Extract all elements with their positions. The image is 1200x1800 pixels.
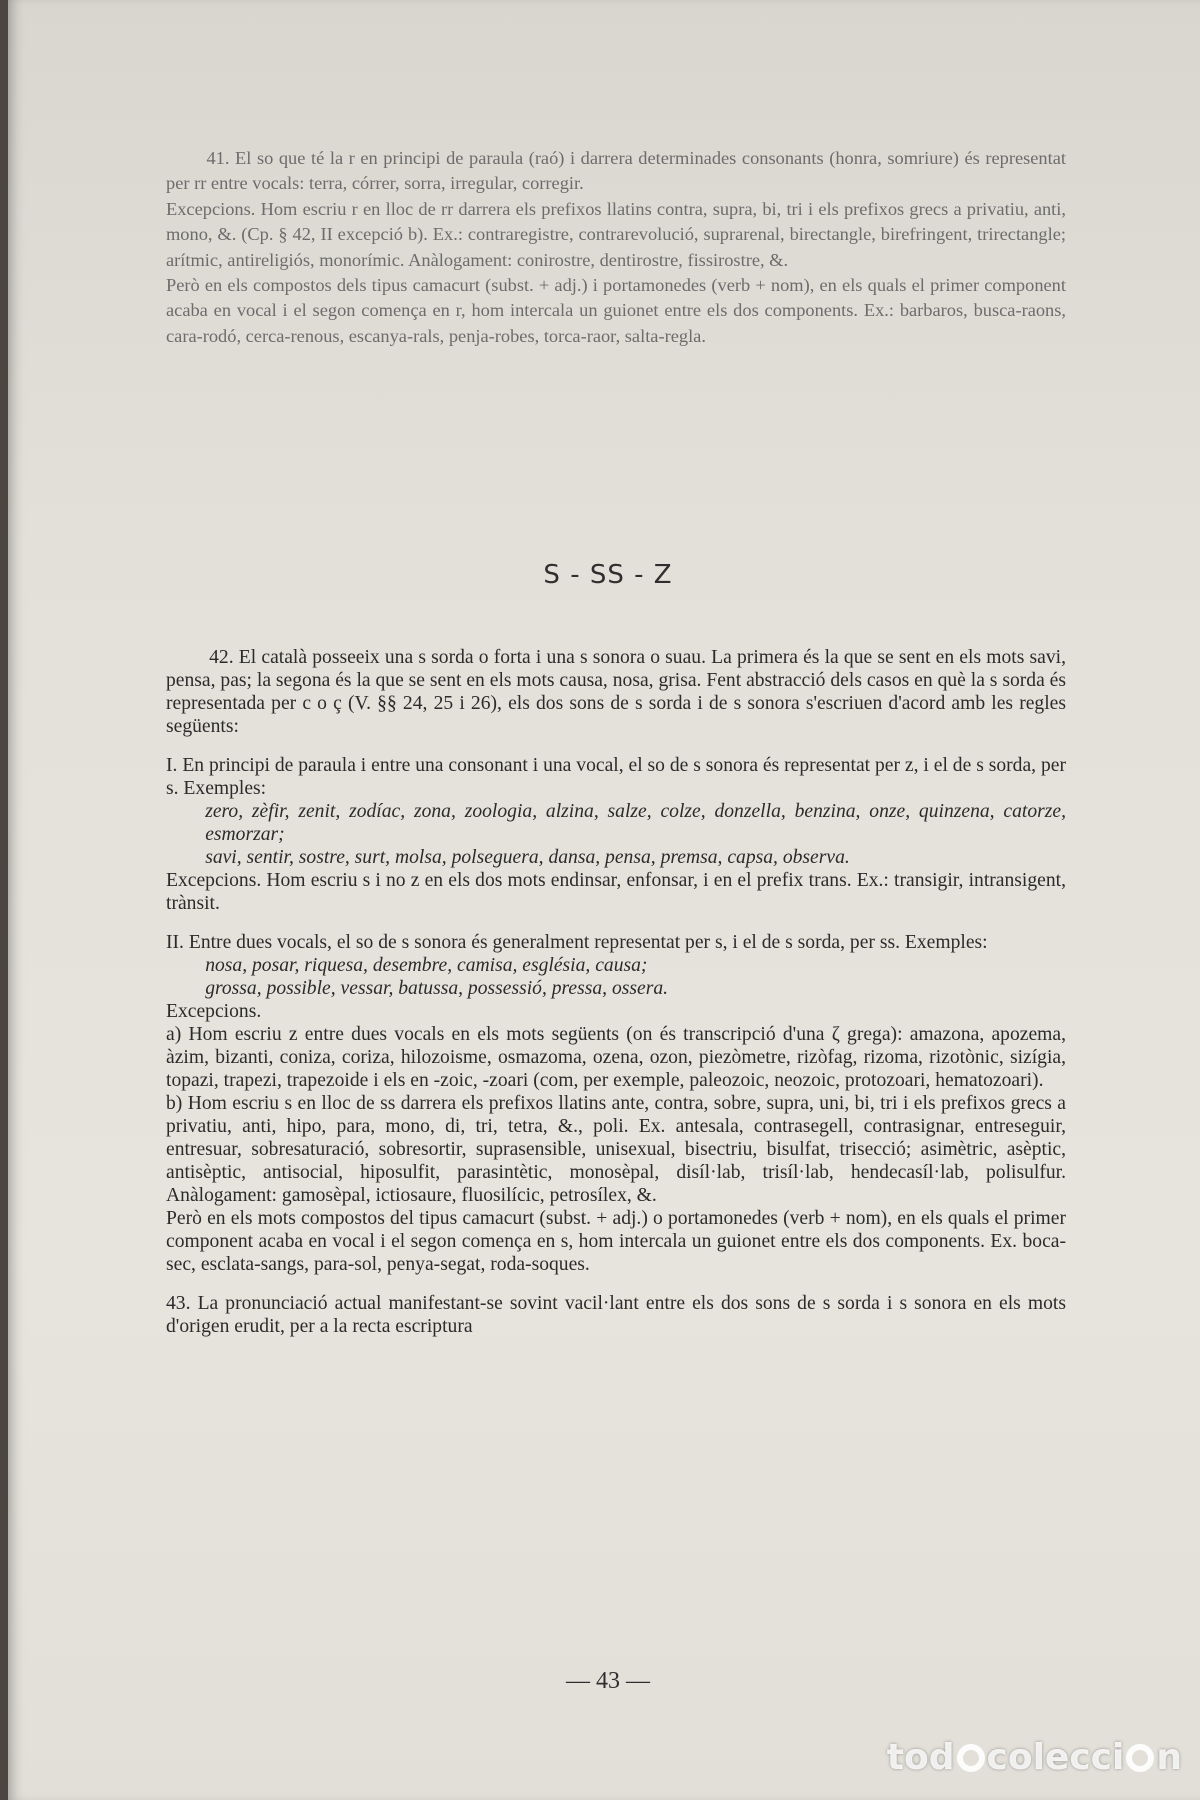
paragraph-41-exceptions: Excepcions. Hom escriu r en lloc de rr darrera els prefixos llatins contra, supra, bi, tri i els prefixos grecs a privatiu, anti, mono, &. (Cp. § 42, II excepció b). Ex.: contraregistre, contrarevolució, suprarenal, birectangle, birefringent, trirectangle; arítmic, antireligiós, monorímic. Anàlogament: conirostre, dentirostre, fissirostre, &.	[166, 198, 1066, 270]
circle-icon	[957, 1744, 985, 1772]
paragraph-41: 41. El so que té la r en principi de paraula (raó) i darrera determinades consonants (honra, somriure) és representat per rr entre vocals: terra, córrer, sorra, irregular, corregir.	[166, 148, 1066, 194]
circle-icon	[1126, 1744, 1154, 1772]
section-42	[166, 646, 1066, 1338]
rule-2-exception-b: b) Hom escriu s en lloc de ss darrera els prefixos llatins ante, contra, sobre, supra, uni, bi, tri i els prefixos grecs a privatiu, anti, hipo, para, mono, di, tri, tetra, &., poli. Ex. antesala, contrasegell, contrasignar, entreseguir, entresuar, sobresaturació, sobresortir, suprasensible, unisexual, bisectriu, bisulfat, trisecció; asimètric, asèptic, antisèptic, antisocial, hiposulfit, parasintètic, monosèpal, disíl·lab, trisíl·lab, hendecasíl·lab, polisulfur. Anàlogament: gamosèpal, ictiosaure, fluosilícic, petrosílex, &.	[166, 1093, 1066, 1206]
paragraph-43: 43. La pronunciació actual manifestant-se sovint vacil·lant entre els dos sons de s sorda i s sonora en els mots d'origen erudit, per a la recta escriptura	[166, 1293, 1066, 1337]
watermark-logo	[887, 1737, 1182, 1778]
rule-2: II. Entre dues vocals, el so de s sonora és generalment representat per s, i el de s sorda, per ss. Exemples:	[166, 932, 988, 953]
section-41	[166, 146, 1066, 349]
rule-2-compounds: Però en els mots compostos del tipus camacurt (subst. + adj.) o portamonedes (verb + nom), en els quals el primer component acaba en vocal i el segon comença en s, hom intercala un guionet entre els dos components. Ex. boca-sec, esclata-sangs, para-sol, penya-segat, roda-soques.	[166, 1208, 1066, 1275]
section-heading: S - SS - Z	[543, 560, 673, 590]
watermark-text-mid: colecci	[986, 1737, 1125, 1778]
rule-2-exceptions-label: Excepcions.	[166, 1001, 262, 1022]
page-number: — 43 —	[566, 1668, 650, 1694]
paragraph-41-compounds: Però en els compostos dels tipus camacurt (subst. + adj.) i portamonedes (verb + nom), en els quals el primer component acaba en vocal i el segon comença en r, hom intercala un guionet entre els dos components. Ex.: barbaros, busca-raons, cara-rodó, cerca-renous, escanya-rals, penja-robes, torca-raor, salta-regla.	[166, 275, 1066, 346]
watermark-text-start: tod	[886, 1737, 955, 1778]
rule-2-exception-a: a) Hom escriu z entre dues vocals en els mots següents (on és transcripció d'una ζ grega): amazona, apozema, àzim, bizanti, coniza, coriza, hilozoisme, osmazoma, ozena, ozon, piezòmetre, rizòfag, rizoma, rizotònic, sizígia, topazi, trapezi, trapezoide i els en -zoic, -zoari (com, per exemple, paleozoic, neozoic, protozoari, hematozoari).	[166, 1024, 1066, 1091]
rule-2-examples-s: nosa, posar, riquesa, desembre, camisa, església, causa;	[205, 955, 648, 976]
rule-1-examples-s: savi, sentir, sostre, surt, molsa, polseguera, dansa, pensa, premsa, capsa, observa.	[205, 847, 850, 868]
rule-1: I. En principi de paraula i entre una consonant i una vocal, el so de s sonora és representat per z, i el de s sorda, per s. Exemples:	[166, 755, 1066, 799]
rule-2-examples-ss: grossa, possible, vessar, batussa, possessió, pressa, ossera.	[205, 978, 669, 999]
watermark-text-end: n	[1156, 1737, 1182, 1778]
paragraph-42: 42. El català posseeix una s sorda o forta i una s sonora o suau. La primera és la que se sent en els mots savi, pensa, pas; la segona és la que se sent en els mots causa, nosa, grisa. Fent abstracció dels casos en què la s sorda és representada per c o ç (V. §§ 24, 25 i 26), els dos sons de s sorda i de s sonora s'escriuen d'acord amb les regles següents:	[166, 647, 1066, 737]
rule-1-examples-z: zero, zèfir, zenit, zodíac, zona, zoologia, alzina, salze, colze, donzella, benzina, onze, quinzena, catorze, esmorzar;	[205, 801, 1066, 845]
rule-1-exceptions: Excepcions. Hom escriu s i no z en els dos mots endinsar, enfonsar, i en el prefix trans. Ex.: transigir, intransigent, trànsit.	[166, 870, 1066, 914]
book-page	[8, 0, 1200, 1800]
